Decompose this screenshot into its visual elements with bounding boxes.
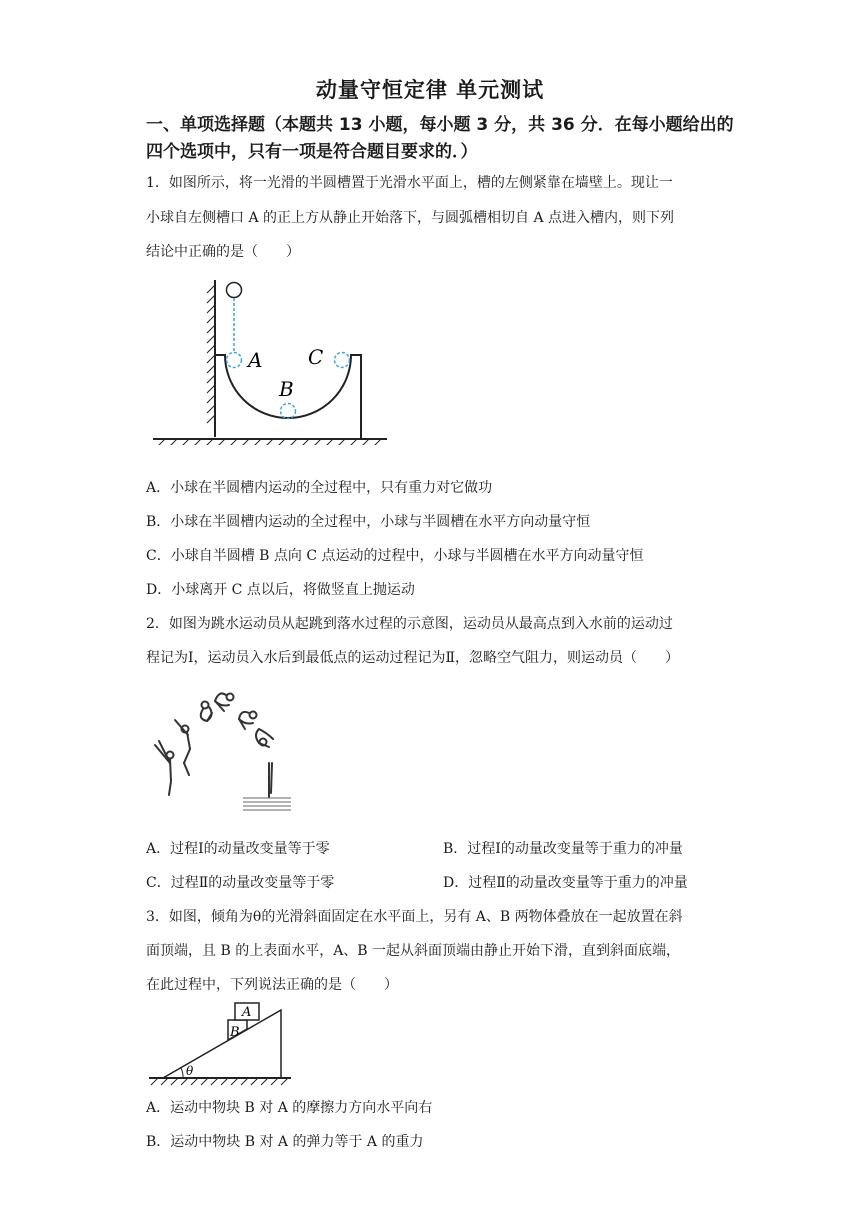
q1-label-a: A bbox=[248, 348, 263, 372]
q3-option-a[interactable]: A．运动中物块 B 对 A 的摩擦力方向水平向右 bbox=[146, 1100, 433, 1116]
q2-option-c[interactable]: C．过程Ⅱ的动量改变量等于零 bbox=[146, 875, 335, 891]
q2-stem-line-1: 2．如图为跳水运动员从起跳到落水过程的示意图，运动员从最高点到入水前的运动过 bbox=[146, 616, 673, 632]
q1-figure-half-pipe bbox=[145, 275, 395, 445]
q3-option-b[interactable]: B．运动中物块 B 对 A 的弹力等于 A 的重力 bbox=[146, 1134, 424, 1150]
page-title: 动量守恒定律 单元测试 bbox=[315, 78, 545, 102]
q2-option-a[interactable]: A．过程Ⅰ的动量改变量等于零 bbox=[146, 841, 330, 857]
q1-option-b[interactable]: B．小球在半圆槽内运动的全过程中，小球与半圆槽在水平方向动量守恒 bbox=[146, 514, 591, 530]
section-heading-line-1: 一、单项选择题（本题共 13 小题，每小题 3 分，共 36 分．在每小题给出的 bbox=[146, 115, 734, 135]
q1-option-d[interactable]: D．小球离开 C 点以后，将做竖直上抛运动 bbox=[146, 582, 415, 598]
q1-option-a[interactable]: A．小球在半圆槽内运动的全过程中，只有重力对它做功 bbox=[146, 480, 493, 496]
q1-stem-line-3: 结论中正确的是（ ） bbox=[146, 244, 300, 260]
q2-option-b[interactable]: B．过程Ⅰ的动量改变量等于重力的冲量 bbox=[443, 841, 683, 857]
section-heading-line-2: 四个选项中，只有一项是符合题目要求的．） bbox=[146, 142, 478, 162]
q3-label-b: B bbox=[230, 1025, 240, 1040]
q1-stem-line-1: 1．如图所示，将一光滑的半圆槽置于光滑水平面上，槽的左侧紧靠在墙壁上。现让一 bbox=[146, 175, 673, 191]
section-heading bbox=[146, 112, 736, 166]
q3-label-a: A bbox=[242, 1005, 252, 1020]
q2-figure-diver bbox=[145, 685, 295, 813]
q3-stem-line-1: 3．如图，倾角为θ的光滑斜面固定在水平面上，另有 A、B 两物体叠放在一起放置在斜 bbox=[146, 909, 683, 925]
q1-label-c: C bbox=[308, 345, 324, 369]
q1-label-b: B bbox=[279, 377, 294, 401]
q3-figure-incline bbox=[145, 998, 295, 1088]
q1-option-c[interactable]: C．小球自半圆槽 B 点向 C 点运动的过程中，小球与半圆槽在水平方向动量守恒 bbox=[146, 548, 644, 564]
q3-label-theta: θ bbox=[186, 1064, 194, 1078]
q2-stem-line-2: 程记为Ⅰ，运动员入水后到最低点的运动过程记为Ⅱ，忽略空气阻力，则运动员（ ） bbox=[146, 650, 680, 666]
q3-stem-line-3: 在此过程中，下列说法正确的是（ ） bbox=[146, 977, 398, 993]
q3-stem-line-2: 面顶端，且 B 的上表面水平，A、B 一起从斜面顶端由静止开始下滑，直到斜面底端， bbox=[146, 943, 681, 959]
q1-stem-line-2: 小球自左侧槽口 A 的正上方从静止开始落下，与圆弧槽相切自 A 点进入槽内，则下列 bbox=[146, 210, 675, 226]
q2-option-d[interactable]: D．过程Ⅱ的动量改变量等于重力的冲量 bbox=[443, 875, 688, 891]
